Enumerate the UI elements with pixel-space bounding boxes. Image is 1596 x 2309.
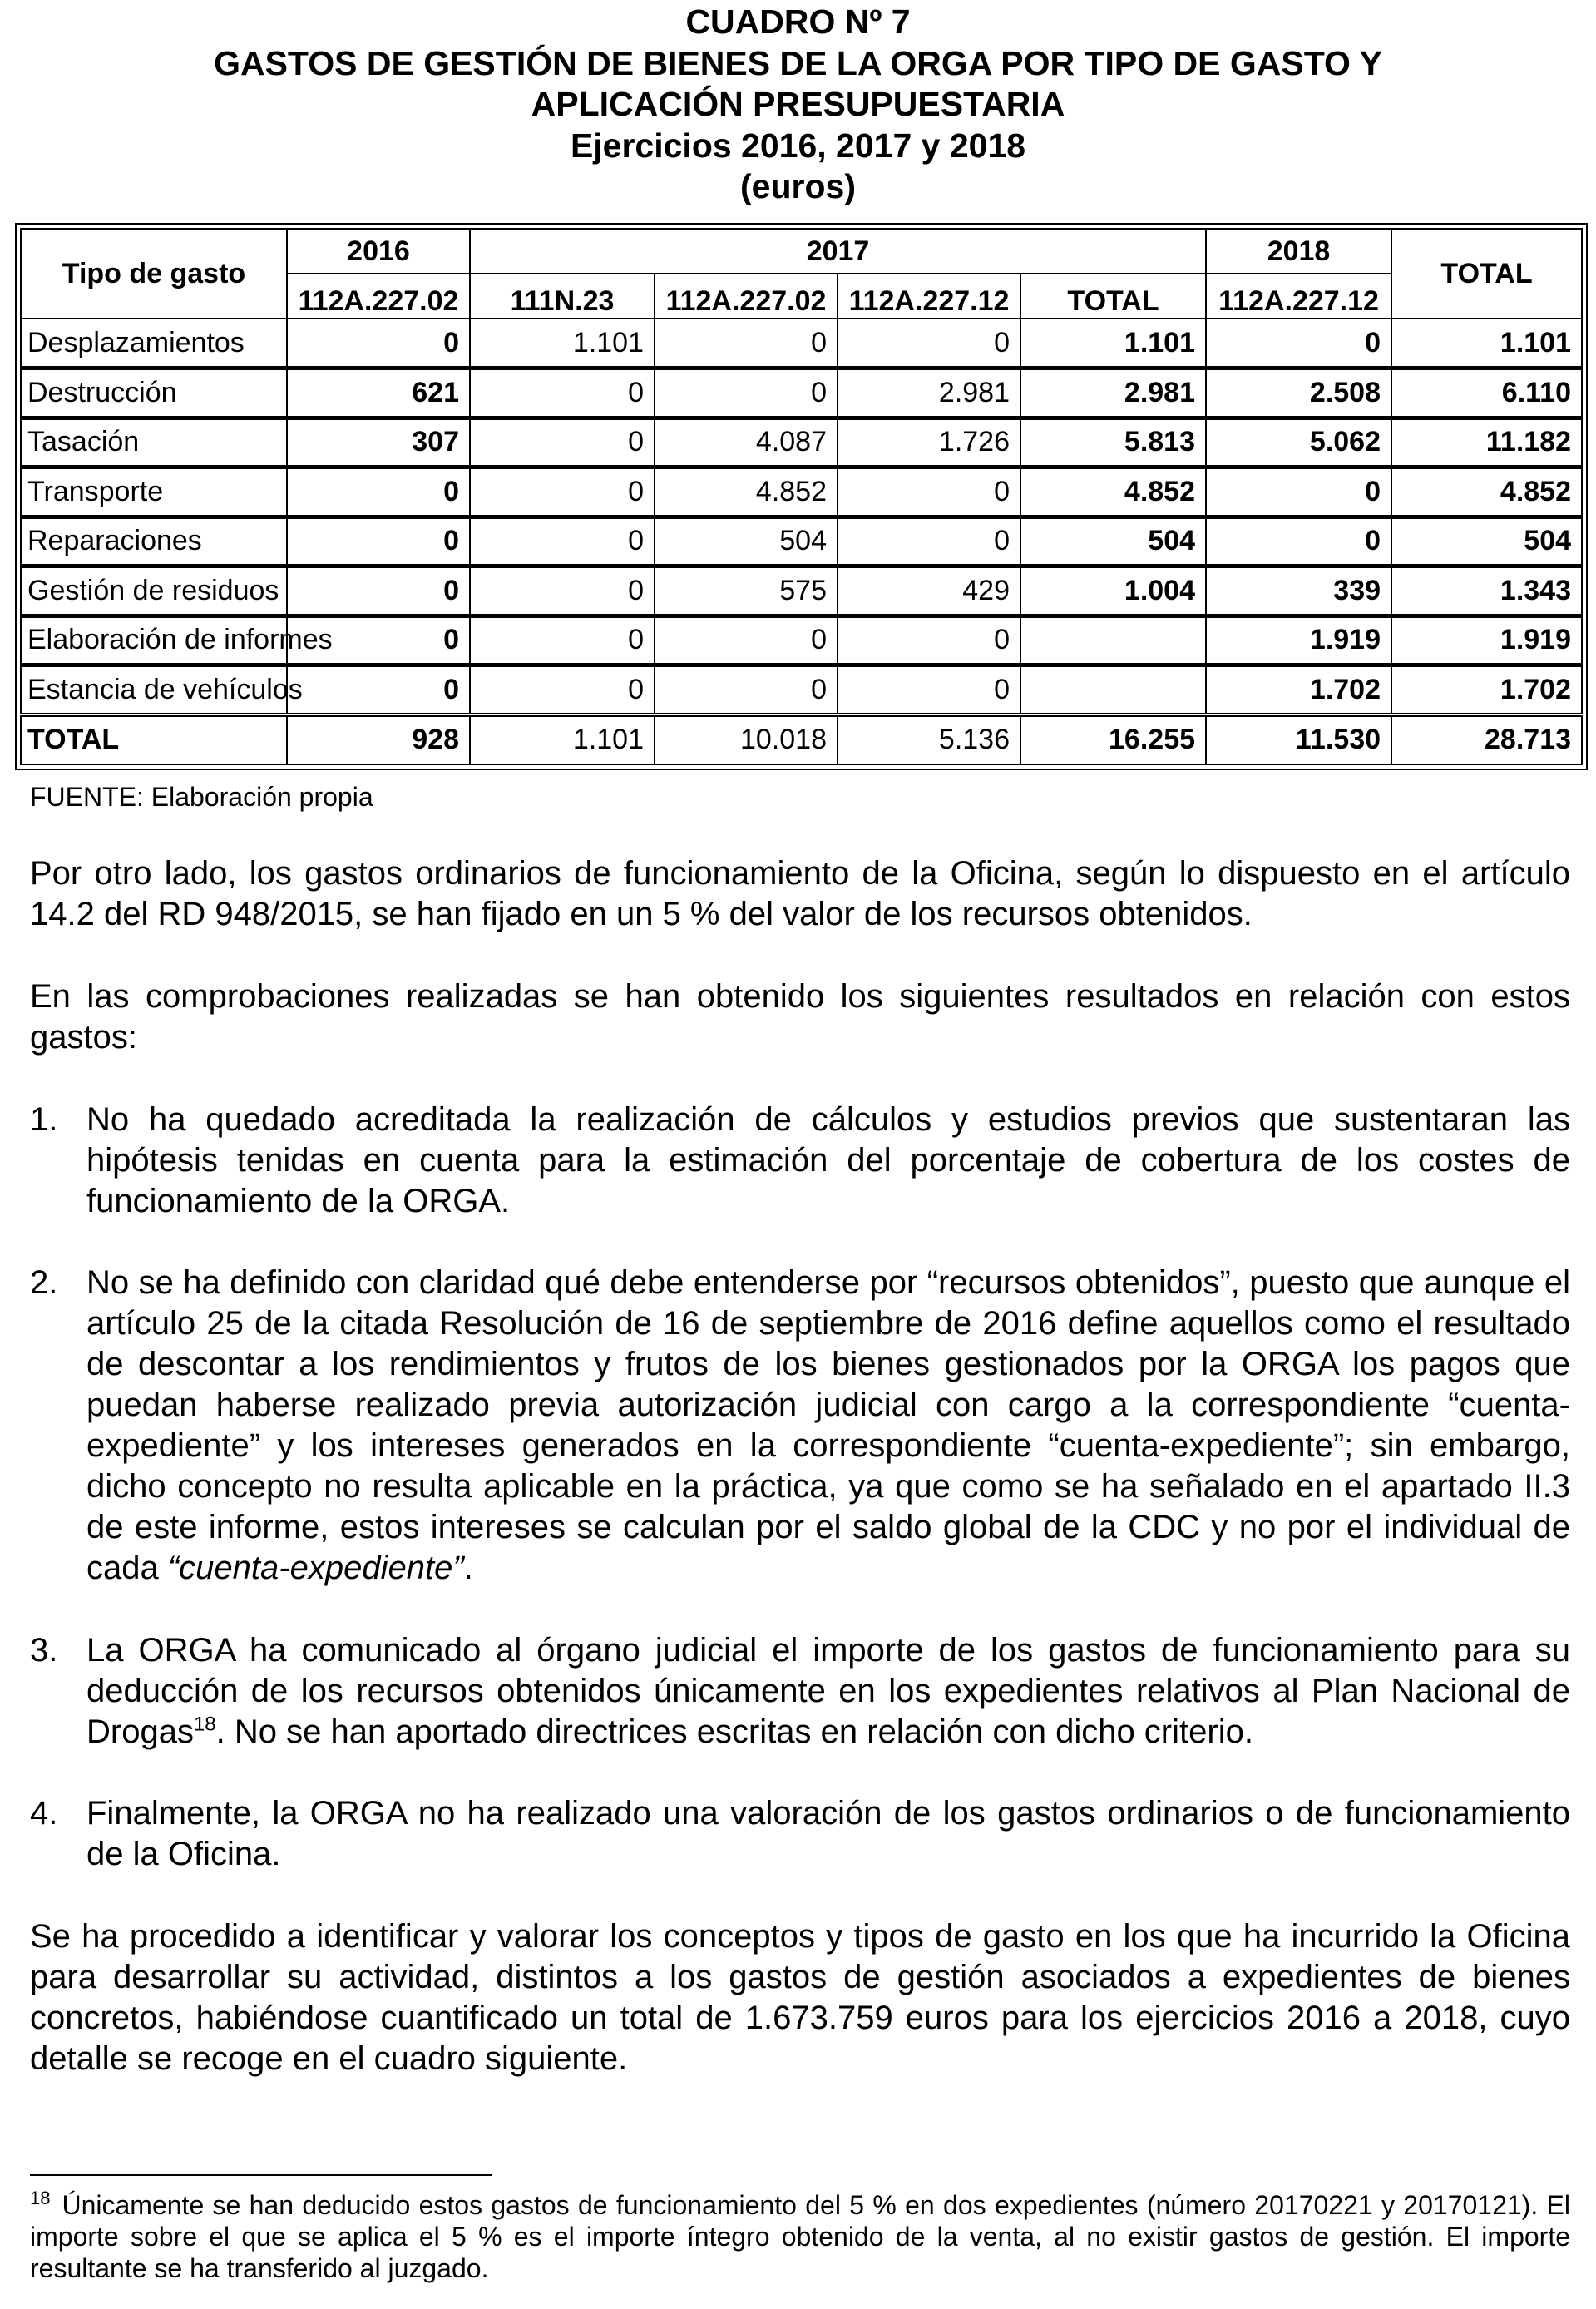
cell-2017-total: 4.852	[1020, 467, 1206, 517]
cell-2017-112a22712: 2.981	[838, 368, 1020, 418]
cell-2017-111n23: 0	[470, 517, 655, 566]
header-sub-2017-111n23: 111N.23	[470, 274, 655, 319]
footnote-text: Únicamente se han deducido estos gastos de funcionamiento del 5 % en dos expedientes (número 20170221 y 20170121). El importe sobre el que se aplica el 5 % es el importe íntegro obtenido de la venta, al no existir gastos de gestión. El importe resultante se ha transferido al juzgado.	[30, 2190, 1570, 2283]
list-text-main: La ORGA ha comunicado al órgano judicial el importe de los gastos de funcionamiento para su deducción de los recursos obtenidos únicamente en los expedientes relativos al Plan Nacional de Drogas	[86, 1632, 1570, 1750]
table-row	[21, 319, 1582, 368]
cell-2018: 0	[1206, 319, 1391, 368]
cell-2018: 2.508	[1206, 368, 1391, 418]
cell-2016: 307	[287, 418, 470, 467]
cell-2017-112a22702: 4.087	[655, 418, 838, 467]
list-item-3	[30, 1630, 1570, 1753]
header-sub-2016-112a22702: 112A.227.02	[287, 274, 470, 319]
list-text	[86, 1263, 1570, 1589]
list-text-end: .	[463, 1550, 473, 1586]
total-2017-total: 16.255	[1020, 714, 1206, 764]
cell-2018: 0	[1206, 467, 1391, 517]
cell-2017-112a22712: 0	[838, 665, 1020, 715]
cell-2017-112a22712: 1.726	[838, 418, 1020, 467]
list-text-end: . No se han aportado directrices escritas en relación con dicho criterio.	[215, 1713, 1253, 1750]
list-item-4	[30, 1793, 1570, 1875]
cell-total: 1.702	[1391, 665, 1582, 715]
cell-total: 6.110	[1391, 368, 1582, 418]
cell-2017-total: 2.981	[1020, 368, 1206, 418]
total-row	[21, 714, 1582, 764]
cell-2017-112a22712: 0	[838, 467, 1020, 517]
header-sub-2017-112a22702: 112A.227.02	[655, 274, 838, 319]
cell-2017-total: 1.101	[1020, 319, 1206, 368]
cell-2016: 0	[287, 467, 470, 517]
cell-2017-112a22702: 0	[655, 616, 838, 665]
footnote-reference[interactable]: 18	[193, 1713, 216, 1736]
list-text-italic: “cuenta-expediente”	[167, 1550, 464, 1586]
header-sub-2017-112a22712: 112A.227.12	[838, 274, 1020, 319]
cell-2017-total	[1020, 616, 1206, 665]
row-label: Estancia de vehículos	[21, 665, 287, 715]
cell-2017-total: 5.813	[1020, 418, 1206, 467]
total-2016: 928	[287, 714, 470, 764]
cell-2016: 0	[287, 566, 470, 616]
table-row	[21, 368, 1582, 418]
total-2018: 11.530	[1206, 714, 1391, 764]
footnote-number: 18	[30, 2188, 51, 2209]
row-label: Reparaciones	[21, 517, 287, 566]
total-2017-111n23: 1.101	[470, 714, 655, 764]
cell-2017-111n23: 0	[470, 368, 655, 418]
cell-2017-112a22702: 504	[655, 517, 838, 566]
cell-2017-112a22712: 0	[838, 319, 1020, 368]
cell-2017-112a22712: 429	[838, 566, 1020, 616]
cell-2017-111n23: 0	[470, 418, 655, 467]
cell-2016: 621	[287, 368, 470, 418]
title-line-5: (euros)	[740, 167, 856, 205]
table-row	[21, 665, 1582, 715]
list-text-main: No se ha definido con claridad qué debe entenderse por “recursos obtenidos”, puesto que aunque el artículo 25 de la citada Resolución de 16 de septiembre de 2016 define aquellos como el resultado de descontar a los rendimientos y frutos de los bienes gestionados por la ORGA los pagos que puedan haberse realizado previa autorización judicial con cargo a la correspondiente “cuenta-expediente” y los intereses generados en la correspondiente “cuenta-expediente”; sin embargo, dicho concepto no resulta aplicable en la práctica, ya que como se ha señalado en el apartado II.3 de este informe, estos intereses se calculan por el saldo global de la CDC y no por el individual de cada	[86, 1264, 1570, 1586]
row-label: Tasación	[21, 418, 287, 467]
table-row	[21, 566, 1582, 616]
row-label: Elaboración de informes	[21, 616, 287, 665]
cell-total: 11.182	[1391, 418, 1582, 467]
title-line-2: GASTOS DE GESTIÓN DE BIENES DE LA ORGA POR TIPO DE GASTO Y	[214, 43, 1382, 82]
list-item-2	[30, 1263, 1570, 1589]
cell-2017-112a22712: 0	[838, 616, 1020, 665]
cell-2018: 1.919	[1206, 616, 1391, 665]
cell-2018: 1.702	[1206, 665, 1391, 715]
cell-2017-total: 504	[1020, 517, 1206, 566]
cell-2017-111n23: 0	[470, 467, 655, 517]
cell-2018: 5.062	[1206, 418, 1391, 467]
row-label: Transporte	[21, 467, 287, 517]
cell-total: 4.852	[1391, 467, 1582, 517]
header-year-2017: 2017	[470, 229, 1206, 274]
cell-2017-total: 1.004	[1020, 566, 1206, 616]
cell-total: 1.343	[1391, 566, 1582, 616]
total-2017-112a22712: 5.136	[838, 714, 1020, 764]
expenses-table-frame	[15, 223, 1588, 770]
cell-2017-112a22702: 575	[655, 566, 838, 616]
list-text: Finalmente, la ORGA no ha realizado una valoración de los gastos ordinarios o de funcionamiento de la Oficina.	[86, 1795, 1570, 1872]
cell-total: 1.919	[1391, 616, 1582, 665]
footnote-separator	[30, 2174, 492, 2176]
table-title	[0, 2, 1596, 208]
header-tipo-gasto: Tipo de gasto	[21, 229, 287, 319]
list-number: 3.	[30, 1632, 58, 1669]
footnote	[30, 2189, 1570, 2284]
title-line-1: CUADRO Nº 7	[685, 2, 911, 41]
table-row	[21, 418, 1582, 467]
header-total: TOTAL	[1391, 229, 1582, 319]
cell-2016: 0	[287, 616, 470, 665]
table-row	[21, 517, 1582, 566]
list-text	[86, 1630, 1570, 1753]
table-row	[21, 616, 1582, 665]
table-row	[21, 467, 1582, 517]
cell-2017-112a22702: 0	[655, 665, 838, 715]
cell-2018: 0	[1206, 517, 1391, 566]
header-sub-2018-112a22712: 112A.227.12	[1206, 274, 1391, 319]
expenses-table	[20, 228, 1583, 765]
cell-2017-112a22702: 0	[655, 368, 838, 418]
row-label: Destrucción	[21, 368, 287, 418]
row-label: Desplazamientos	[21, 319, 287, 368]
cell-2017-111n23: 1.101	[470, 319, 655, 368]
paragraph-3: Se ha procedido a identificar y valorar los conceptos y tipos de gasto en los que ha incurrido la Oficina para desarrollar su actividad, distintos a los gastos de gestión asociados a expedientes de bienes concretos, habiéndose cuantificado un total de 1.673.759 euros para los ejercicios 2016 a 2018, cuyo detalle se recoge en el cuadro siguiente.	[30, 1918, 1570, 2077]
header-sub-2017-total: TOTAL	[1020, 274, 1206, 319]
total-2017-112a22702: 10.018	[655, 714, 838, 764]
paragraph-2: En las comprobaciones realizadas se han obtenido los siguientes resultados en relación con estos gastos:	[30, 978, 1570, 1056]
list-number: 2.	[30, 1264, 58, 1301]
title-line-3: APLICACIÓN PRESUPUESTARIA	[531, 85, 1065, 123]
list-item-1	[30, 1100, 1570, 1222]
cell-2017-111n23: 0	[470, 566, 655, 616]
cell-total: 1.101	[1391, 319, 1582, 368]
cell-2017-112a22712: 0	[838, 517, 1020, 566]
cell-total: 504	[1391, 517, 1582, 566]
cell-2017-112a22702: 0	[655, 319, 838, 368]
cell-2016: 0	[287, 319, 470, 368]
cell-2017-total	[1020, 665, 1206, 715]
header-year-2018: 2018	[1206, 229, 1391, 274]
header-year-2016: 2016	[287, 229, 470, 274]
cell-2017-112a22702: 4.852	[655, 467, 838, 517]
row-label: Gestión de residuos	[21, 566, 287, 616]
total-grand: 28.713	[1391, 714, 1582, 764]
cell-2018: 339	[1206, 566, 1391, 616]
title-line-4: Ejercicios 2016, 2017 y 2018	[570, 126, 1026, 165]
paragraph-1: Por otro lado, los gastos ordinarios de funcionamiento de la Oficina, según lo dispuesto en el artículo 14.2 del RD 948/2015, se han fijado en un 5 % del valor de los recursos obtenidos.	[30, 855, 1570, 932]
list-number: 4.	[30, 1795, 58, 1832]
table-source: FUENTE: Elaboración propia	[30, 782, 373, 812]
cell-2016: 0	[287, 517, 470, 566]
total-row-label: TOTAL	[21, 714, 287, 764]
cell-2017-111n23: 0	[470, 665, 655, 715]
cell-2017-111n23: 0	[470, 616, 655, 665]
list-text: No ha quedado acreditada la realización de cálculos y estudios previos que sustentaran las hipótesis tenidas en cuenta para la estimación del porcentaje de cobertura de los costes de funcionamiento de la ORGA.	[86, 1101, 1570, 1219]
cell-2016: 0	[287, 665, 470, 715]
list-number: 1.	[30, 1101, 58, 1138]
